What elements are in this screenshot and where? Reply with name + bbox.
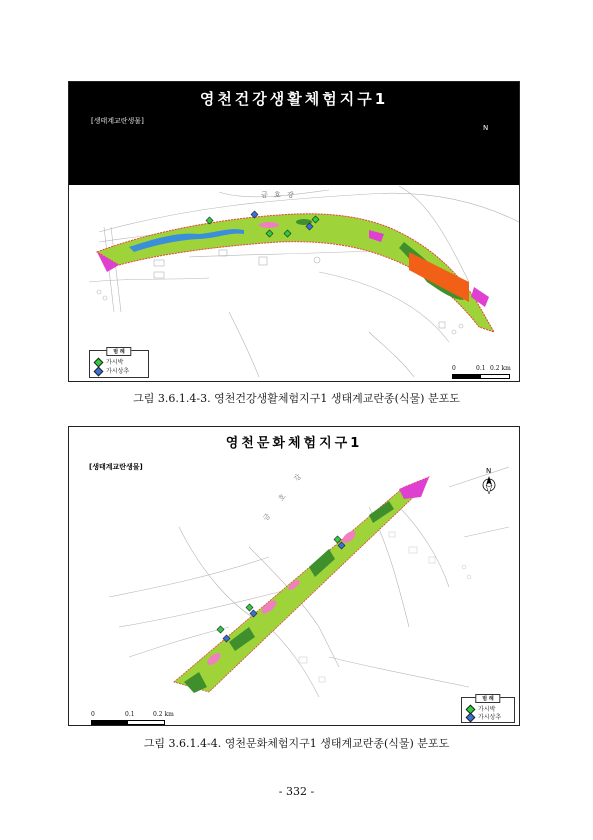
map-title: 영천건강생활체험지구1 bbox=[199, 90, 389, 108]
page-number: - 332 - bbox=[278, 785, 315, 798]
map-title: 영천문화체험지구1 bbox=[225, 436, 363, 451]
legend-header: 범 례 bbox=[475, 694, 500, 703]
river-label: 금 호 강 bbox=[261, 466, 308, 523]
legend-item-gasisangchu: 가시상추 bbox=[95, 366, 129, 375]
scale-bar: 0 0.1 0.2 km bbox=[452, 365, 514, 379]
legend-item-gasibak: 가시박 bbox=[95, 357, 123, 366]
north-arrow-icon: N bbox=[483, 124, 489, 132]
map-figure-2: 영천문화체험지구1 [생태계교란생물] N 금 호 강 범 례 가시박 가시상추 0 0.1 0.2 km bbox=[68, 426, 520, 726]
marker-gasibak bbox=[217, 626, 224, 633]
legend-item-gasibak: 가시박 bbox=[467, 704, 495, 713]
magenta-patch bbox=[399, 477, 429, 499]
blue-diamond-icon bbox=[466, 713, 476, 723]
legend-header: 범 례 bbox=[106, 347, 131, 356]
marker-gasibak bbox=[246, 604, 253, 611]
map-legend bbox=[461, 697, 515, 723]
figure-caption: 그림 3.6.1.4-4. 영천문화체험지구1 생태계교란종(식물) 분포도 bbox=[143, 737, 450, 750]
map-subtitle: [생태계교란생물] bbox=[89, 463, 143, 471]
figure-caption: 그림 3.6.1.4-3. 영천건강생활체험지구1 생태계교란종(식물) 분포도 bbox=[133, 392, 460, 405]
legend-item-gasisangchu: 가시상추 bbox=[467, 712, 501, 721]
scale-bar: 0 0.1 0.2 km bbox=[91, 711, 181, 725]
pink-patch bbox=[259, 222, 279, 228]
map-drawing bbox=[69, 427, 519, 725]
map-drawing bbox=[69, 82, 519, 381]
map-legend bbox=[89, 350, 149, 378]
blue-diamond-icon bbox=[94, 367, 104, 377]
river-label: 금 호 강 bbox=[261, 191, 296, 199]
map-figure-1 bbox=[68, 81, 520, 382]
map-subtitle: [생태계교란생물] bbox=[91, 117, 144, 125]
